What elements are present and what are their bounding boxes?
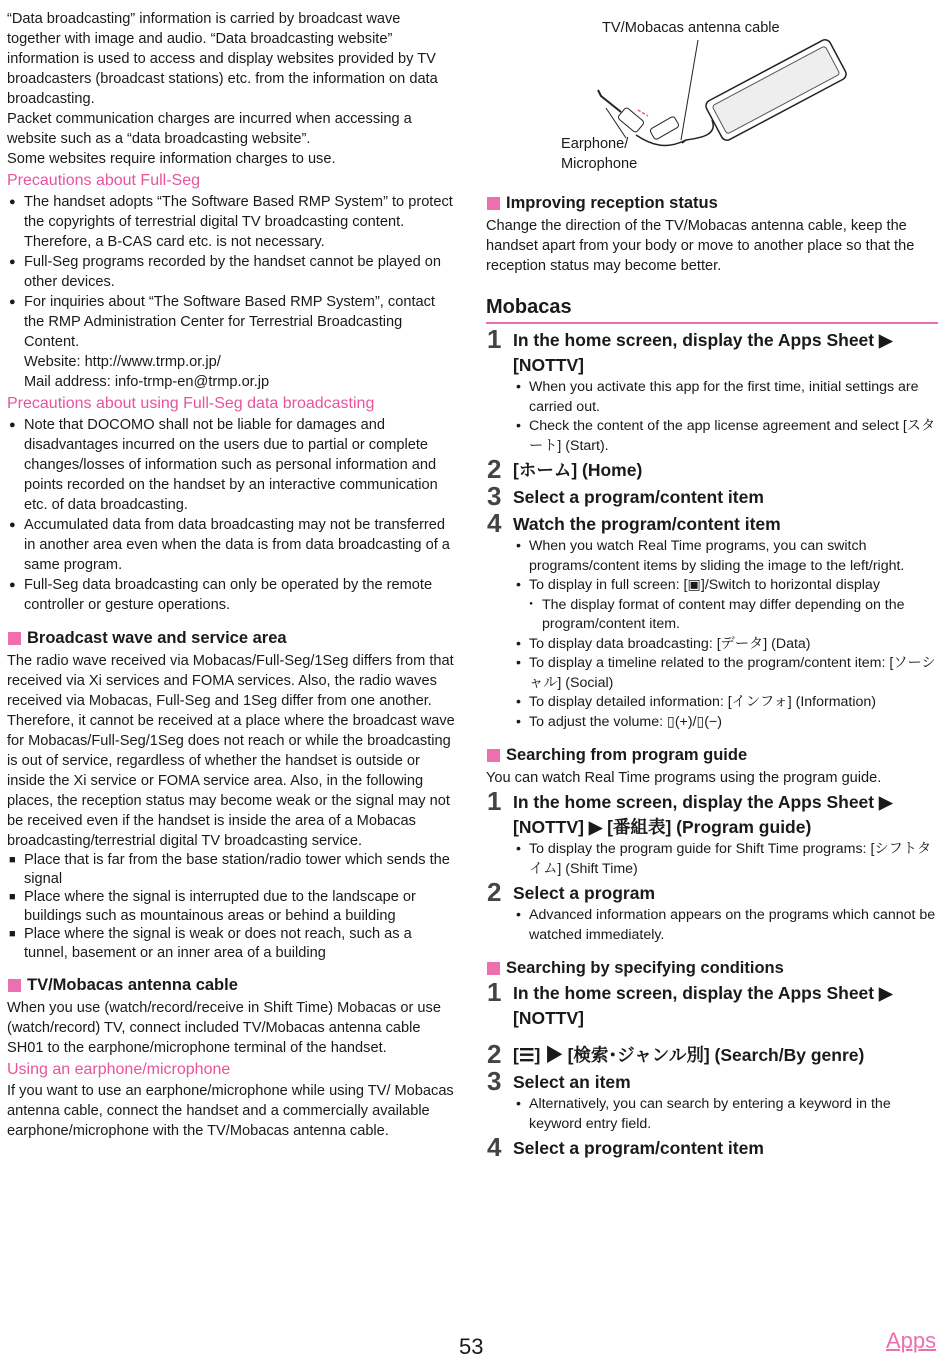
step-text: Select an item (513, 1072, 631, 1092)
step-subnote: ・ The display format of content may differ depending on the program/content item. (486, 596, 938, 635)
step-number: 1 (487, 324, 502, 354)
section-heading: Broadcast wave and service area (7, 627, 457, 649)
section-heading: Searching by specifying conditions (486, 957, 938, 979)
bullet-item: ● The handset adopts “The Software Based RMP System” to protect the copyrights of terrestrial digital TV broadcasting content. Therefore, a B-CAS card etc. is not necessary. (7, 192, 457, 252)
step (486, 977, 938, 1031)
step-note: • To display detailed information: [インフォ] (Information) (486, 693, 938, 713)
step-number: 1 (487, 977, 502, 1007)
paragraph: When you use (watch/record/receive in Shift Time) Mobacas or use (watch/record) TV, connect included TV/Mobacas antenna cable SH01 to the earphone/microphone terminal of the handset. (7, 1000, 441, 1056)
step (486, 1066, 938, 1096)
step-note: • To display in full screen: [▣]/Switch to horizontal display (486, 576, 938, 596)
step-number: 3 (487, 1066, 502, 1096)
step-note: • Advanced information appears on the programs which cannot be watched immediately. (486, 906, 938, 945)
antenna-cable-illustration (486, 10, 938, 190)
spacer (486, 1031, 938, 1041)
step-text: Select a program/content item (513, 487, 764, 507)
page-section-title: Mobacas (486, 294, 938, 324)
step-number: 2 (487, 877, 502, 907)
step-note: • When you watch Real Time programs, you can switch programs/content items by sliding the image to the left/right. (486, 537, 938, 576)
step-text: In the home screen, display the Apps Sheet ▶ [NOTTV] ▶ [番組表] (Program guide) (513, 792, 893, 837)
step-note: • To display a timeline related to the program/content item: [ソーシャル] (Social) (486, 654, 938, 693)
step-text: Watch the program/content item (513, 514, 781, 534)
bullet-item: ● Full-Seg programs recorded by the handset cannot be played on other devices. (7, 252, 457, 292)
step (486, 877, 938, 907)
paragraph: “Data broadcasting” information is carried by broadcast wave together with image and audio. “Data broadcasting website” information is used to access and display websites provided by TV broadcasters (broadcast stations) etc. from the information on data broadcasting. (7, 11, 438, 107)
page-number: 53 (459, 1334, 484, 1359)
step (486, 481, 938, 511)
step (486, 786, 938, 840)
subheading: Precautions about Full-Seg (7, 172, 200, 189)
step-note: • To display the program guide for Shift Time programs: [シフトタイム] (Shift Time) (486, 840, 938, 879)
bullet-item: ● Accumulated data from data broadcasting may not be transferred in another area even when the data is from data broadcasting of a same program. (7, 515, 457, 575)
paragraph: The radio wave received via Mobacas/Full-Seg/1Seg differs from that received via Xi services and FOMA services. Also, the radio waves received via Mobacas, Full-Seg and 1Seg differ from one another. Therefore, it cannot be received at a place where the broadcast wave for Mobacas/Full-Seg/1Seg does not reach or while the broadcasting is out of service, regardless of whether the handset is outside or inside the Xi service or FOMA service area. Also, in the following places, the reception status may become weak or the signal may not be received even if the handset is inside the area of a Mobacas broadcasting/terrestrial digital TV broadcasting service. (7, 653, 455, 849)
bullet-item: ● For inquiries about “The Software Based RMP System”, contact the RMP Administration Center for Terrestrial Broadcasting Content. (7, 292, 457, 352)
section-link-apps[interactable]: Apps (886, 1328, 937, 1353)
step (486, 508, 938, 538)
step (486, 1132, 938, 1162)
section-heading: TV/Mobacas antenna cable (7, 974, 457, 996)
step-note: • To adjust the volume: ▯(+)/▯(−) (486, 713, 938, 733)
step-text: [☰] ▶ [検索･ジャンル別] (Search/By genre) (513, 1045, 865, 1065)
section-heading: Searching from program guide (486, 744, 938, 766)
square-bullet-item: ■ Place that is far from the base station/radio tower which sends the signal (7, 851, 457, 888)
bullet-continuation: Mail address: info-trmp-en@trmp.or.jp (24, 374, 270, 390)
subheading: Using an earphone/microphone (7, 1061, 231, 1078)
subheading: Precautions about using Full-Seg data broadcasting (7, 395, 375, 412)
paragraph: You can watch Real Time programs using the program guide. (486, 770, 882, 786)
step-text: Select a program/content item (513, 1138, 764, 1158)
step-note: • Check the content of the app license agreement and select [スタート] (Start). (486, 417, 938, 456)
step-number: 2 (487, 1039, 502, 1069)
step-number: 4 (487, 508, 502, 538)
step-note: • To display data broadcasting: [データ] (Data) (486, 635, 938, 655)
cable-label: TV/Mobacas antenna cable (602, 20, 780, 36)
left-column (7, 9, 457, 1141)
step-note: • When you activate this app for the first time, initial settings are carried out. (486, 378, 938, 417)
bullet-item: ● Full-Seg data broadcasting can only be operated by the remote controller or gesture operations. (7, 575, 457, 615)
step (486, 324, 938, 378)
step-number: 4 (487, 1132, 502, 1162)
step-note: • Alternatively, you can search by entering a keyword in the keyword entry field. (486, 1095, 938, 1134)
step-text: In the home screen, display the Apps Sheet ▶ [NOTTV] (513, 983, 893, 1028)
right-column (486, 192, 938, 1161)
step-number: 1 (487, 786, 502, 816)
paragraph: Change the direction of the TV/Mobacas antenna cable, keep the handset apart from your body or move to another place so that the reception status may become better. (486, 218, 915, 274)
bullet-continuation: Website: http://www.trmp.or.jp/ (24, 354, 221, 370)
section-heading: Improving reception status (486, 192, 938, 214)
paragraph: If you want to use an earphone/microphone while using TV/ Mobacas antenna cable, connect the handset and a commercially available earphone/microphone with the TV/Mobacas antenna cable. (7, 1083, 454, 1139)
square-bullet-item: ■ Place where the signal is interrupted due to the landscape or buildings such as mountainous areas or behind a building (7, 888, 457, 925)
step-text: Select a program (513, 883, 655, 903)
bullet-item: ● Note that DOCOMO shall not be liable for damages and disadvantages incurred on the users due to partial or complete changes/losses of information such as personal information and points recorded on the handset by an interactive communication etc. of data broadcasting. (7, 415, 457, 515)
step (486, 454, 938, 484)
step-number: 2 (487, 454, 502, 484)
step-number: 3 (487, 481, 502, 511)
step-text: [ホーム] (Home) (513, 460, 643, 480)
square-bullet-item: ■ Place where the signal is weak or does not reach, such as a tunnel, basement or an inner area of a building (7, 925, 457, 962)
step-text: In the home screen, display the Apps Sheet ▶ [NOTTV] (513, 330, 893, 375)
paragraph: Packet communication charges are incurred when accessing a website such as a “data broadcasting website”. (7, 111, 412, 147)
paragraph: Some websites require information charges to use. (7, 151, 336, 167)
step (486, 1039, 938, 1069)
earphone-label: Earphone/ Microphone (561, 136, 638, 172)
